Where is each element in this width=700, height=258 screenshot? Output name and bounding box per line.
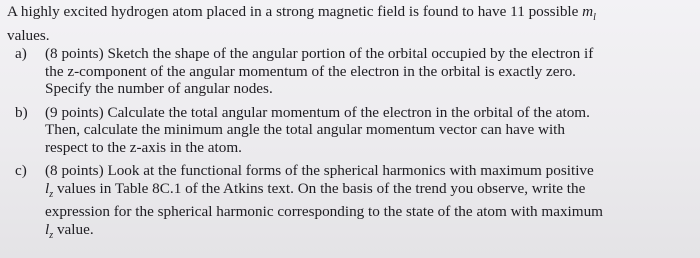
part-a-line-1: (8 points) Sketch the shape of the angular portion of the orbital occupied by the electron if <box>45 45 594 63</box>
part-b-marker: b) <box>15 103 28 121</box>
part-a-marker: a) <box>15 45 27 63</box>
part-c-line-3: expression for the spherical harmonic corresponding to the state of the atom with maximum <box>45 203 603 221</box>
question-part-b <box>7 104 688 157</box>
question-part-c <box>7 162 688 244</box>
problem-statement-line-2: values. <box>7 26 50 44</box>
part-c-line-2: $l_z$ values in Table 8C.1 of the Atkins text. On the basis of the trend you observe, write the <box>45 179 586 200</box>
problem-statement <box>7 3 688 44</box>
part-b-points: (9 points) <box>45 103 104 121</box>
part-c-text <box>45 162 688 244</box>
part-a-points: (8 points) <box>45 45 104 63</box>
part-c-points: (8 points) <box>45 162 104 180</box>
part-a-line-3: Specify the number of angular nodes. <box>45 80 273 98</box>
part-c-marker: c) <box>15 162 27 180</box>
question-parts-list <box>7 45 688 244</box>
part-a-text <box>45 45 688 98</box>
ml-symbol: $m_l$ <box>582 3 596 24</box>
part-b-text <box>45 104 688 157</box>
question-part-a <box>7 45 688 98</box>
part-c-line-4: $l_z$ value. <box>45 220 94 241</box>
part-a-line-2: the z-component of the angular momentum of the electron in the orbital is exactly zero. <box>45 62 576 80</box>
lz-symbol: $l_z$ <box>45 179 54 200</box>
lz-symbol: $l_z$ <box>45 220 54 241</box>
problem-statement-line-1: A highly excited hydrogen atom placed in a strong magnetic field is found to have 11 possible $m_l$ <box>7 3 596 24</box>
part-b-line-1: (9 points) Calculate the total angular momentum of the electron in the orbital of the atom. <box>45 103 590 121</box>
part-b-line-3: respect to the z-axis in the atom. <box>45 138 242 156</box>
part-c-line-1: (8 points) Look at the functional forms of the spherical harmonics with maximum positive <box>45 162 594 180</box>
part-b-line-2: Then, calculate the minimum angle the total angular momentum vector can have with <box>45 121 565 139</box>
